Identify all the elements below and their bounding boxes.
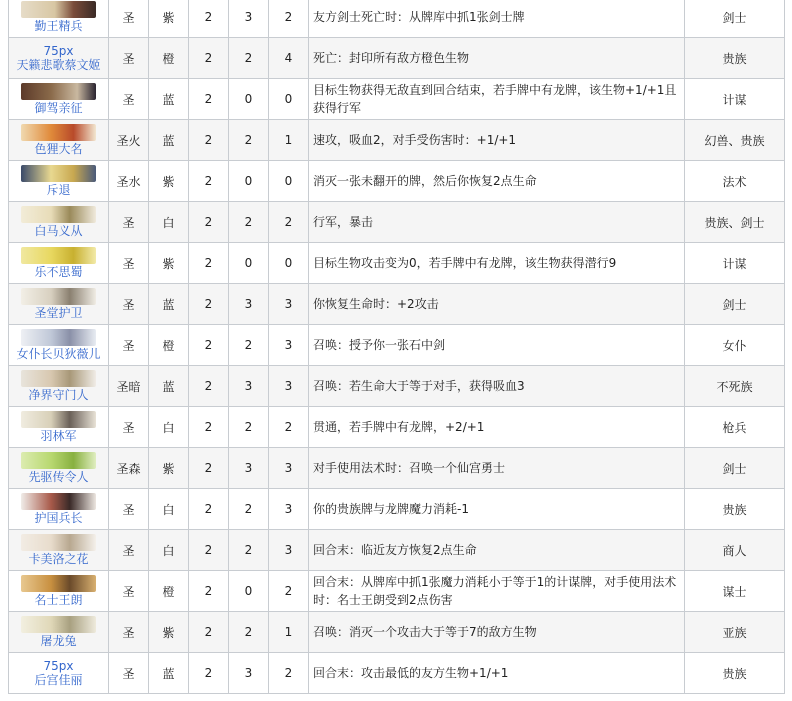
effect-cell: 召唤：若生命大于等于对手，获得吸血3 bbox=[309, 366, 685, 407]
effect-cell: 消灭一张未翻开的牌，然后你恢复2点生命 bbox=[309, 161, 685, 202]
color-cell: 蓝 bbox=[149, 284, 189, 325]
color-cell: 蓝 bbox=[149, 653, 189, 694]
tag-cell: 剑士 bbox=[685, 448, 785, 489]
faction-cell: 圣 bbox=[109, 202, 149, 243]
attack-cell: 2 bbox=[229, 202, 269, 243]
color-cell: 蓝 bbox=[149, 120, 189, 161]
card-name-cell bbox=[9, 79, 109, 120]
effect-cell: 回合末：临近友方恢复2点生命 bbox=[309, 530, 685, 571]
cost-cell: 2 bbox=[189, 653, 229, 694]
cost-cell: 2 bbox=[189, 202, 229, 243]
cost-cell: 2 bbox=[189, 489, 229, 530]
table-row bbox=[9, 325, 785, 366]
table-row bbox=[9, 161, 785, 202]
faction-cell: 圣 bbox=[109, 612, 149, 653]
card-name-link[interactable]: 屠龙兔 bbox=[40, 634, 77, 648]
card-thumbnail[interactable] bbox=[21, 288, 96, 305]
table-row bbox=[9, 571, 785, 612]
card-name-link[interactable]: 天籁悲歌蔡文姬 bbox=[16, 58, 101, 72]
effect-cell: 行军，暴击 bbox=[309, 202, 685, 243]
table-row bbox=[9, 407, 785, 448]
card-name-link[interactable]: 白马义从 bbox=[34, 224, 83, 238]
health-cell: 2 bbox=[269, 653, 309, 694]
color-cell: 紫 bbox=[149, 0, 189, 38]
effect-cell: 死亡：封印所有敌方橙色生物 bbox=[309, 38, 685, 79]
faction-cell: 圣 bbox=[109, 79, 149, 120]
cost-cell: 2 bbox=[189, 407, 229, 448]
health-cell: 2 bbox=[269, 202, 309, 243]
card-name-link[interactable]: 色狸大名 bbox=[34, 142, 83, 156]
health-cell: 2 bbox=[269, 407, 309, 448]
cost-cell: 2 bbox=[189, 79, 229, 120]
attack-cell: 2 bbox=[229, 489, 269, 530]
faction-cell: 圣 bbox=[109, 653, 149, 694]
effect-cell: 你的贵族牌与龙牌魔力消耗-1 bbox=[309, 489, 685, 530]
card-table bbox=[8, 0, 785, 694]
table-row bbox=[9, 284, 785, 325]
color-cell: 橙 bbox=[149, 38, 189, 79]
cost-cell: 2 bbox=[189, 325, 229, 366]
card-thumbnail[interactable] bbox=[21, 411, 96, 428]
faction-cell: 圣 bbox=[109, 0, 149, 38]
faction-cell: 圣 bbox=[109, 407, 149, 448]
card-name-cell bbox=[9, 161, 109, 202]
tag-cell: 幻兽、贵族 bbox=[685, 120, 785, 161]
color-cell: 紫 bbox=[149, 612, 189, 653]
health-cell: 3 bbox=[269, 325, 309, 366]
card-thumbnail[interactable] bbox=[21, 83, 96, 100]
card-thumbnail[interactable] bbox=[21, 616, 96, 633]
color-cell: 紫 bbox=[149, 161, 189, 202]
card-name-cell bbox=[9, 407, 109, 448]
color-cell: 紫 bbox=[149, 243, 189, 284]
cost-cell: 2 bbox=[189, 448, 229, 489]
card-name-link[interactable]: 净界守门人 bbox=[28, 388, 89, 402]
card-thumbnail[interactable] bbox=[21, 1, 96, 18]
card-name-cell bbox=[9, 243, 109, 284]
attack-cell: 2 bbox=[229, 120, 269, 161]
health-cell: 2 bbox=[269, 0, 309, 38]
table-row bbox=[9, 366, 785, 407]
tag-cell: 不死族 bbox=[685, 366, 785, 407]
tag-cell: 女仆 bbox=[685, 325, 785, 366]
effect-cell: 目标生物攻击变为0，若手牌中有龙牌，该生物获得潜行9 bbox=[309, 243, 685, 284]
attack-cell: 2 bbox=[229, 325, 269, 366]
effect-cell: 回合末：攻击最低的友方生物+1/+1 bbox=[309, 653, 685, 694]
tag-cell: 谋士 bbox=[685, 571, 785, 612]
cost-cell: 2 bbox=[189, 0, 229, 38]
health-cell: 1 bbox=[269, 612, 309, 653]
card-name-cell bbox=[9, 448, 109, 489]
faction-cell: 圣森 bbox=[109, 448, 149, 489]
tag-cell: 贵族 bbox=[685, 38, 785, 79]
table-row bbox=[9, 489, 785, 530]
card-thumbnail[interactable] bbox=[21, 452, 96, 469]
color-cell: 紫 bbox=[149, 448, 189, 489]
effect-cell: 速攻，吸血2，对手受伤害时：+1/+1 bbox=[309, 120, 685, 161]
attack-cell: 2 bbox=[229, 612, 269, 653]
color-cell: 蓝 bbox=[149, 366, 189, 407]
health-cell: 4 bbox=[269, 38, 309, 79]
table-row bbox=[9, 79, 785, 120]
card-name-link[interactable]: 卡美洛之花 bbox=[28, 552, 89, 566]
card-name-cell bbox=[9, 325, 109, 366]
effect-cell: 友方剑士死亡时：从牌库中抓1张剑士牌 bbox=[309, 0, 685, 38]
card-image-placeholder[interactable]: 75px bbox=[43, 44, 74, 58]
tag-cell: 贵族 bbox=[685, 489, 785, 530]
faction-cell: 圣 bbox=[109, 243, 149, 284]
card-name-cell bbox=[9, 612, 109, 653]
card-name-cell bbox=[9, 653, 109, 694]
attack-cell: 0 bbox=[229, 161, 269, 202]
card-name-cell bbox=[9, 0, 109, 38]
card-thumbnail[interactable] bbox=[21, 124, 96, 141]
health-cell: 3 bbox=[269, 489, 309, 530]
tag-cell: 亚族 bbox=[685, 612, 785, 653]
faction-cell: 圣 bbox=[109, 530, 149, 571]
cost-cell: 2 bbox=[189, 366, 229, 407]
faction-cell: 圣暗 bbox=[109, 366, 149, 407]
card-thumbnail[interactable] bbox=[21, 206, 96, 223]
table-row bbox=[9, 120, 785, 161]
attack-cell: 2 bbox=[229, 407, 269, 448]
card-name-cell bbox=[9, 530, 109, 571]
faction-cell: 圣 bbox=[109, 38, 149, 79]
table-row bbox=[9, 612, 785, 653]
color-cell: 蓝 bbox=[149, 79, 189, 120]
card-thumbnail[interactable] bbox=[21, 575, 96, 592]
card-name-link[interactable]: 护国兵长 bbox=[34, 511, 83, 525]
effect-cell: 召唤：授予你一张石中剑 bbox=[309, 325, 685, 366]
cost-cell: 2 bbox=[189, 571, 229, 612]
effect-cell: 对手使用法术时：召唤一个仙宫勇士 bbox=[309, 448, 685, 489]
table-row bbox=[9, 530, 785, 571]
card-name-cell bbox=[9, 202, 109, 243]
tag-cell: 剑士 bbox=[685, 284, 785, 325]
card-name-cell bbox=[9, 489, 109, 530]
card-name-link[interactable]: 勤王精兵 bbox=[34, 19, 83, 33]
tag-cell: 贵族、剑士 bbox=[685, 202, 785, 243]
faction-cell: 圣 bbox=[109, 571, 149, 612]
card-thumbnail[interactable] bbox=[21, 534, 96, 551]
health-cell: 0 bbox=[269, 243, 309, 284]
card-thumbnail[interactable] bbox=[21, 329, 96, 346]
card-name-link[interactable]: 后宫佳丽 bbox=[34, 673, 83, 687]
effect-cell: 回合末：从牌库中抓1张魔力消耗小于等于1的计谋牌，对手使用法术时：名士王朗受到2点伤害 bbox=[309, 571, 685, 612]
attack-cell: 3 bbox=[229, 284, 269, 325]
card-name-cell bbox=[9, 284, 109, 325]
attack-cell: 0 bbox=[229, 571, 269, 612]
tag-cell: 剑士 bbox=[685, 0, 785, 38]
cost-cell: 2 bbox=[189, 120, 229, 161]
health-cell: 0 bbox=[269, 161, 309, 202]
card-name-link[interactable]: 羽林军 bbox=[40, 429, 77, 443]
card-name-link[interactable]: 名士王朗 bbox=[34, 593, 83, 607]
health-cell: 1 bbox=[269, 120, 309, 161]
cost-cell: 2 bbox=[189, 284, 229, 325]
attack-cell: 0 bbox=[229, 243, 269, 284]
cost-cell: 2 bbox=[189, 38, 229, 79]
health-cell: 3 bbox=[269, 530, 309, 571]
table-row bbox=[9, 653, 785, 694]
card-image-placeholder[interactable]: 75px bbox=[43, 659, 74, 673]
card-name-cell bbox=[9, 38, 109, 79]
color-cell: 白 bbox=[149, 202, 189, 243]
card-thumbnail[interactable] bbox=[21, 370, 96, 387]
attack-cell: 0 bbox=[229, 79, 269, 120]
cost-cell: 2 bbox=[189, 161, 229, 202]
card-name-link[interactable]: 先驱传令人 bbox=[28, 470, 89, 484]
color-cell: 白 bbox=[149, 530, 189, 571]
tag-cell: 计谋 bbox=[685, 243, 785, 284]
faction-cell: 圣水 bbox=[109, 161, 149, 202]
card-name-cell bbox=[9, 120, 109, 161]
table-row bbox=[9, 38, 785, 79]
table-row bbox=[9, 0, 785, 38]
attack-cell: 2 bbox=[229, 530, 269, 571]
effect-cell: 召唤：消灭一个攻击大于等于7的敌方生物 bbox=[309, 612, 685, 653]
faction-cell: 圣火 bbox=[109, 120, 149, 161]
card-name-cell bbox=[9, 366, 109, 407]
attack-cell: 3 bbox=[229, 448, 269, 489]
health-cell: 3 bbox=[269, 448, 309, 489]
tag-cell: 法术 bbox=[685, 161, 785, 202]
table-row bbox=[9, 243, 785, 284]
color-cell: 白 bbox=[149, 489, 189, 530]
cost-cell: 2 bbox=[189, 243, 229, 284]
attack-cell: 3 bbox=[229, 366, 269, 407]
card-thumbnail[interactable] bbox=[21, 165, 96, 182]
card-name-link[interactable]: 斥退 bbox=[46, 183, 71, 197]
health-cell: 3 bbox=[269, 284, 309, 325]
table-row bbox=[9, 202, 785, 243]
cost-cell: 2 bbox=[189, 612, 229, 653]
effect-cell: 贯通，若手牌中有龙牌，+2/+1 bbox=[309, 407, 685, 448]
attack-cell: 3 bbox=[229, 653, 269, 694]
health-cell: 2 bbox=[269, 571, 309, 612]
health-cell: 0 bbox=[269, 79, 309, 120]
faction-cell: 圣 bbox=[109, 489, 149, 530]
card-table-body bbox=[9, 0, 785, 694]
faction-cell: 圣 bbox=[109, 325, 149, 366]
tag-cell: 枪兵 bbox=[685, 407, 785, 448]
tag-cell: 商人 bbox=[685, 530, 785, 571]
color-cell: 白 bbox=[149, 407, 189, 448]
card-name-cell bbox=[9, 571, 109, 612]
cost-cell: 2 bbox=[189, 530, 229, 571]
color-cell: 橙 bbox=[149, 571, 189, 612]
tag-cell: 贵族 bbox=[685, 653, 785, 694]
attack-cell: 2 bbox=[229, 38, 269, 79]
table-row bbox=[9, 448, 785, 489]
effect-cell: 你恢复生命时：+2攻击 bbox=[309, 284, 685, 325]
effect-cell: 目标生物获得无敌直到回合结束，若手牌中有龙牌，该生物+1/+1且获得行军 bbox=[309, 79, 685, 120]
faction-cell: 圣 bbox=[109, 284, 149, 325]
card-thumbnail[interactable] bbox=[21, 493, 96, 510]
card-thumbnail[interactable] bbox=[21, 247, 96, 264]
card-name-link[interactable]: 女仆长贝狄薇儿 bbox=[16, 347, 101, 361]
card-name-link[interactable]: 圣堂护卫 bbox=[34, 306, 83, 320]
color-cell: 橙 bbox=[149, 325, 189, 366]
card-name-link[interactable]: 乐不思蜀 bbox=[34, 265, 83, 279]
tag-cell: 计谋 bbox=[685, 79, 785, 120]
card-name-link[interactable]: 御驾亲征 bbox=[34, 101, 83, 115]
attack-cell: 3 bbox=[229, 0, 269, 38]
health-cell: 3 bbox=[269, 366, 309, 407]
